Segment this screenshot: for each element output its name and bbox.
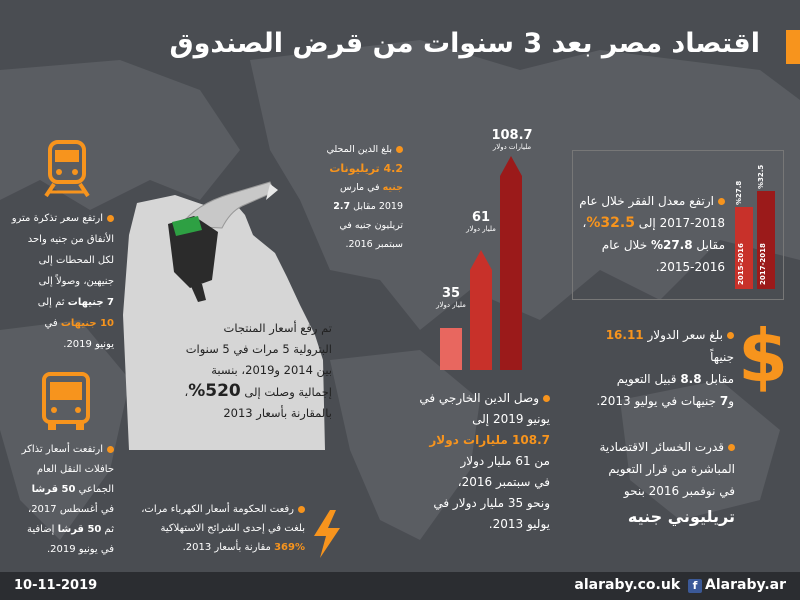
metro-line-6b: في (44, 318, 61, 329)
metro-line-4: جنيهين، وصولاً إلى (38, 276, 114, 287)
poverty-line-4: 2015-2016. (655, 260, 725, 274)
bus-50-piasters-extra: 50 قرشا (57, 524, 102, 535)
bus-icon (38, 370, 94, 432)
losses-line-2: المباشرة من قرار التعويم (608, 462, 735, 476)
external-debt-chart (430, 110, 533, 370)
bar-2013-label (432, 286, 470, 309)
dollar-line-2a: مقابل (701, 372, 734, 386)
poverty-bar-2016-value: %27.8 (735, 180, 743, 205)
dollar-line-2 (584, 368, 734, 390)
fuel-percent: 520% (188, 381, 241, 401)
bus-line-5c: إضافية (26, 524, 58, 535)
electricity-percent: 369% (274, 542, 305, 553)
electricity-line-3b: مقارنة بأسعار 2013. (182, 542, 275, 553)
publish-date: 10-11-2019 (14, 578, 98, 593)
poverty-line-2c: ، (582, 216, 587, 230)
metro-line-1-text: ارتفع سعر تذكرة مترو (11, 213, 103, 224)
bar-2016-unit: مليار دولار (466, 225, 496, 233)
external-debt-line-5: في سبتمبر 2016، (457, 475, 550, 489)
bullet-icon (298, 506, 305, 513)
metro-icon (36, 138, 98, 200)
poverty-line-1 (575, 190, 725, 212)
local-debt-prev: 2.7 (333, 201, 351, 212)
bullet-icon (107, 446, 114, 453)
external-debt-amount: 108.7 مليارات دولار (429, 433, 550, 447)
dollar-icon: $ (738, 314, 789, 398)
external-debt-line-4: من 61 مليار دولار (460, 454, 550, 468)
losses-line-3: في نوفمبر 2016 بنحو (623, 484, 735, 498)
bullet-icon (727, 332, 734, 339)
local-debt-line-4 (305, 197, 403, 216)
poverty-percent-2018: 32.5% (586, 215, 635, 231)
bar-2013-value: 35 (441, 286, 461, 301)
external-debt-line-2: يونيو 2019 إلى (472, 412, 550, 426)
dollar-text (584, 324, 734, 412)
bullet-icon (107, 215, 114, 222)
metro-line-2: الأنفاق من جنيه واحد (27, 234, 114, 245)
page-title: اقتصاد مصر بعد 3 سنوات من قرض الصندوق (169, 28, 760, 59)
poverty-line-3a: مقابل (692, 238, 725, 252)
fuel-line-5: بالمقارنة بأسعار 2013 (223, 406, 332, 420)
bus-line-2: حافلات النقل العام (36, 464, 114, 475)
poverty-line-2 (575, 212, 725, 234)
local-debt-line-1 (305, 140, 403, 159)
bar-2019-label (486, 128, 538, 151)
poverty-percent-2016: 27.8% (650, 238, 693, 252)
external-debt-line-1-text: وصل الدين الخارجي في (419, 391, 539, 405)
metro-text (8, 208, 114, 355)
fuel-nozzle-icon (150, 176, 280, 306)
dollar-rate-2013: 7 (719, 394, 729, 408)
metro-7-pounds: 7 جنيهات (67, 297, 114, 308)
title-accent-bar (786, 30, 800, 64)
dollar-line-2c: قبيل التعويم (616, 372, 681, 386)
external-debt-line-7: يوليو 2013. (488, 517, 550, 531)
local-debt-amount: 4.2 تريليونات (329, 162, 403, 175)
bus-line-6: في يونيو 2019. (46, 544, 114, 555)
losses-text (575, 436, 735, 528)
electricity-line-1 (130, 500, 305, 519)
metro-line-6 (8, 313, 114, 334)
metro-line-7: يونيو 2019. (63, 339, 114, 350)
local-debt-text (305, 140, 403, 254)
electricity-text (130, 500, 305, 557)
losses-amount: تريليوني جنيه (627, 507, 735, 526)
metro-line-5 (8, 292, 114, 313)
dollar-rate: 16.11 (605, 328, 644, 342)
dollar-line-3a: و (728, 394, 734, 408)
metro-line-3: لكل المحطات إلى (38, 255, 114, 266)
bus-line-1 (8, 440, 114, 460)
bar-2019-unit: مليارات دولار (492, 143, 532, 151)
bus-line-1-text: ارتفعت أسعار تذاكر (21, 444, 103, 455)
external-debt-line-6: ونحو 35 مليار دولار في (433, 496, 550, 510)
dollar-line-1a: بلغ سعر الدولار (643, 328, 723, 342)
local-debt-line-3 (305, 178, 403, 197)
local-debt-unit: جنيه (382, 182, 403, 193)
losses-line-1 (575, 436, 735, 458)
poverty-bar-2018-label: 2017-2018 (759, 243, 767, 285)
bar-2016-value: 61 (471, 210, 491, 225)
poverty-bar-2018-value: %32.5 (757, 164, 765, 189)
dollar-line-1 (584, 324, 734, 368)
bar-2019-value: 108.7 (491, 128, 533, 143)
local-debt-line-3b: في مارس (339, 182, 383, 193)
site-link[interactable]: alaraby.co.uk (574, 577, 681, 593)
electricity-line-2: بلغت في إحدى الشرائح الاستهلاكية (160, 523, 305, 534)
poverty-line-3 (575, 234, 725, 256)
external-debt-line-1 (402, 388, 550, 409)
metro-10-pounds: 10 جنيهات (60, 318, 114, 329)
poverty-bar-2016-label: 2015-2016 (737, 243, 745, 285)
local-debt-line-1-text: بلغ الدين المحلي (326, 144, 392, 155)
fuel-line-1: تم رفع أسعار المنتجات (223, 321, 332, 335)
bar-2019 (500, 156, 522, 370)
bullet-icon (543, 395, 550, 402)
bar-2016-label (460, 210, 502, 233)
metro-line-5b: ثم إلى (37, 297, 68, 308)
bus-line-3a: الجماعي (75, 484, 114, 495)
local-debt-line-6: سبتمبر 2016. (345, 239, 403, 250)
bus-text (8, 440, 114, 560)
poverty-text (575, 190, 725, 278)
metro-line-1 (8, 208, 114, 229)
dollar-line-1c: جنيهاً (710, 350, 734, 364)
fuel-line-4c: ، (184, 385, 189, 399)
fuel-line-3: بين 2014 و2019، بنسبة (211, 363, 332, 377)
fuel-line-2: البترولية 5 مرات في 5 سنوات (185, 342, 332, 356)
poverty-line-2a: 2017-2018 إلى (634, 216, 725, 230)
footer-brand (574, 577, 786, 593)
local-debt-line-4a: 2019 مقابل (350, 201, 403, 212)
bullet-icon (718, 198, 725, 205)
dollar-line-3 (584, 390, 734, 412)
bus-50-piasters: 50 قرشا (31, 484, 76, 495)
fuel-line-4 (170, 381, 332, 403)
bar-2013-unit: مليار دولار (436, 301, 466, 309)
bus-line-4: في أغسطس 2017، (27, 504, 114, 515)
bullet-icon (728, 444, 735, 451)
local-debt-line-5: تريليون جنيه في (339, 220, 403, 231)
bus-line-3 (8, 480, 114, 500)
electricity-line-1-text: رفعت الحكومة أسعار الكهرباء مرات، (141, 504, 294, 515)
bar-2013 (440, 328, 462, 370)
dollar-rate-before: 8.8 (680, 372, 702, 386)
fuel-text (170, 318, 332, 424)
bullet-icon (396, 146, 403, 153)
losses-line-1-text: قدرت الخسائر الاقتصادية (599, 440, 724, 454)
bus-line-5a: ثم (101, 524, 114, 535)
external-debt-text (402, 388, 550, 535)
electricity-line-3 (130, 538, 305, 557)
poverty-line-3c: خلال عام (601, 238, 651, 252)
lightning-icon (310, 510, 344, 558)
poverty-line-1-text: ارتفع معدل الفقر خلال عام (579, 194, 714, 208)
facebook-icon[interactable]: f (688, 579, 702, 593)
fuel-line-4a: إجمالية وصلت إلى (240, 385, 332, 399)
bar-2016 (470, 250, 492, 370)
dollar-line-3c: جنيهات في يوليو 2013. (596, 394, 720, 408)
social-handle[interactable]: Alaraby.ar (705, 577, 786, 593)
bus-line-5 (8, 520, 114, 540)
